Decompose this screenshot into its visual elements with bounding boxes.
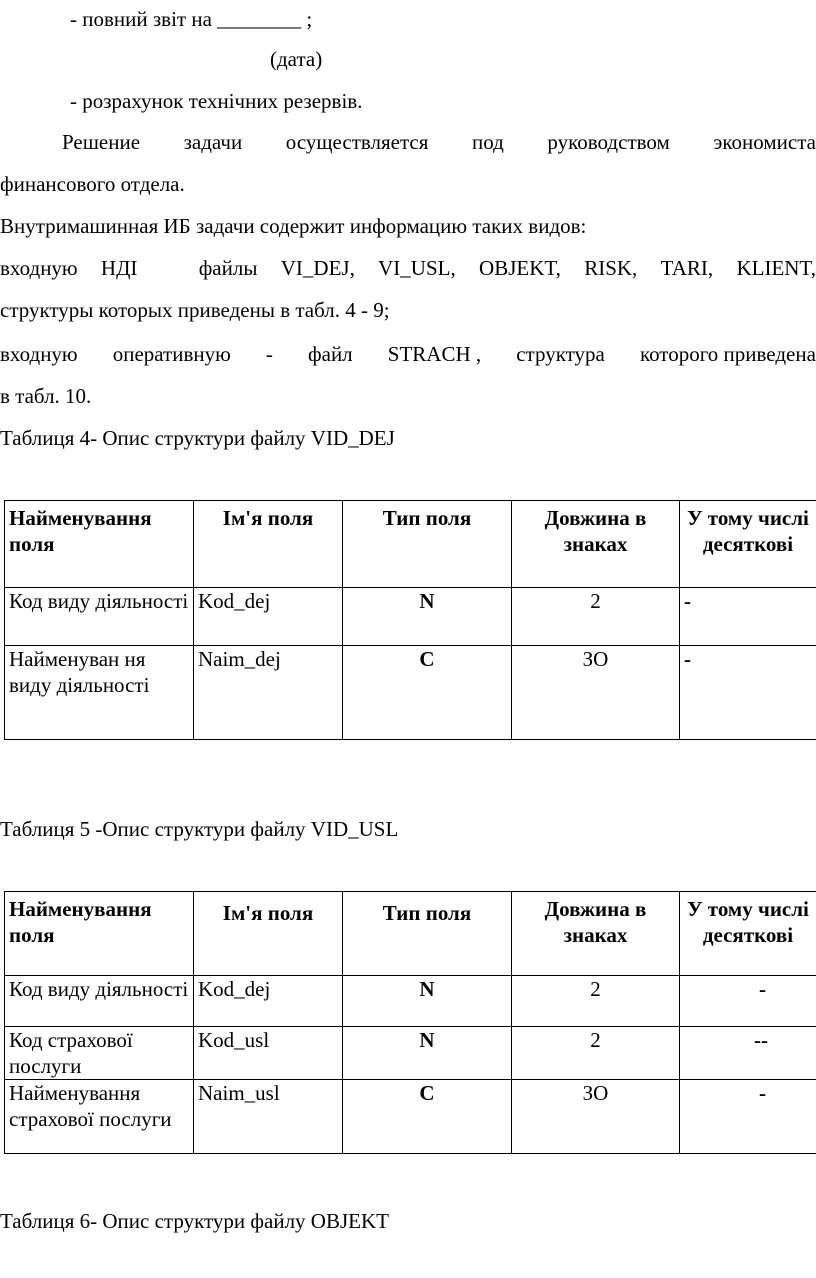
word: задачи [183, 130, 243, 154]
header-field-type: Тип поля [343, 892, 512, 976]
cell-field-id: Naim_usl [194, 1080, 343, 1154]
word: экономиста [713, 130, 816, 154]
cell-length: 2 [512, 1027, 680, 1080]
paragraph-decision-line2: финансового отдела. [0, 172, 185, 196]
cell-decimals: -- [680, 1027, 816, 1080]
word: - [265, 342, 273, 366]
header-length: Довжина в знаках [512, 501, 680, 588]
cell-length: 2 [512, 588, 680, 646]
cell-decimals: - [680, 588, 816, 646]
table-row [5, 1080, 816, 1154]
table-row [5, 1027, 816, 1080]
list-item-full-report: - повний звіт на ________ ; [70, 7, 313, 31]
cell-field-type: N [343, 1027, 512, 1080]
cell-length: ЗО [512, 646, 680, 740]
header-field-type: Тип поля [343, 501, 512, 588]
header-field-name: Найменування поля [5, 501, 194, 588]
word: TARI, [660, 256, 714, 280]
paragraph-input-operative-line1 [0, 341, 816, 367]
cell-field-id: Kod_usl [194, 1027, 343, 1080]
word: STRACH , [387, 342, 482, 366]
word: входную [0, 256, 78, 280]
word: файл [308, 342, 353, 366]
cell-field-type: N [343, 588, 512, 646]
table4 [4, 500, 816, 740]
word: VI_USL, [378, 256, 456, 280]
header-field-id: Ім'я поля [194, 892, 343, 976]
paragraph-input-ndi-line1 [0, 255, 816, 281]
header-field-name: Найменування поля [5, 892, 194, 976]
table-header-row [5, 501, 816, 588]
word: под [471, 130, 504, 154]
cell-decimals: - [680, 976, 816, 1027]
word: OBJEKT, [479, 256, 561, 280]
cell-field-name: Код виду діяльності [5, 976, 194, 1027]
word: KLIENT, [736, 256, 816, 280]
paragraph-input-ndi-line2: структуры которых приведены в табл. 4 - 9; [0, 298, 390, 322]
cell-field-type: N [343, 976, 512, 1027]
word: структура [516, 342, 605, 366]
date-note: (дата) [270, 47, 323, 71]
table5 [4, 891, 816, 1154]
word: НДІ [100, 256, 138, 280]
header-decimals: У тому числі десяткові [680, 501, 816, 588]
word: оперативную [112, 342, 231, 366]
table5-caption: Таблиця 5 -Опис структури файлу VID_USL [0, 817, 399, 841]
cell-length: 2 [512, 976, 680, 1027]
list-item-technical-reserves: - розрахунок технічних резервів. [70, 89, 363, 113]
table4-caption: Таблиця 4- Опис структури файлу VID_DEJ [0, 426, 395, 450]
table-header-row [5, 892, 816, 976]
cell-length: ЗО [512, 1080, 680, 1154]
table6-caption: Таблиця 6- Опис структури файлу OBJEKT [0, 1209, 389, 1233]
cell-field-name: Найменуван ня виду діяльності [5, 646, 194, 740]
word: руководством [547, 130, 670, 154]
table-row [5, 646, 816, 740]
cell-field-name: Код виду діяльності [5, 588, 194, 646]
word: осуществляется [285, 130, 429, 154]
cell-field-name: Код страхової послуги [5, 1027, 194, 1080]
word: входную [0, 342, 78, 366]
header-length: Довжина в знаках [512, 892, 680, 976]
word: которого приведена [639, 342, 816, 366]
cell-decimals: - [680, 1080, 816, 1154]
paragraph-info-types: Внутримашинная ИБ задачи содержит информацию таких видов: [0, 214, 587, 238]
cell-field-type: C [343, 1080, 512, 1154]
cell-field-id: Kod_dej [194, 588, 343, 646]
word: RISK, [584, 256, 638, 280]
cell-field-type: C [343, 646, 512, 740]
paragraph-input-operative-line2: в табл. 10. [0, 384, 92, 408]
cell-field-id: Kod_dej [194, 976, 343, 1027]
paragraph-decision-line1 [0, 129, 816, 155]
header-decimals: У тому числі десяткові [680, 892, 816, 976]
word: файлы [198, 256, 258, 280]
cell-field-id: Naim_dej [194, 646, 343, 740]
header-field-id: Ім'я поля [194, 501, 343, 588]
word: Решение [62, 130, 141, 154]
table-row [5, 588, 816, 646]
cell-field-name: Найменування страхової послуги [5, 1080, 194, 1154]
word: VI_DEJ, [280, 256, 355, 280]
cell-decimals: - [680, 646, 816, 740]
table-row [5, 976, 816, 1027]
